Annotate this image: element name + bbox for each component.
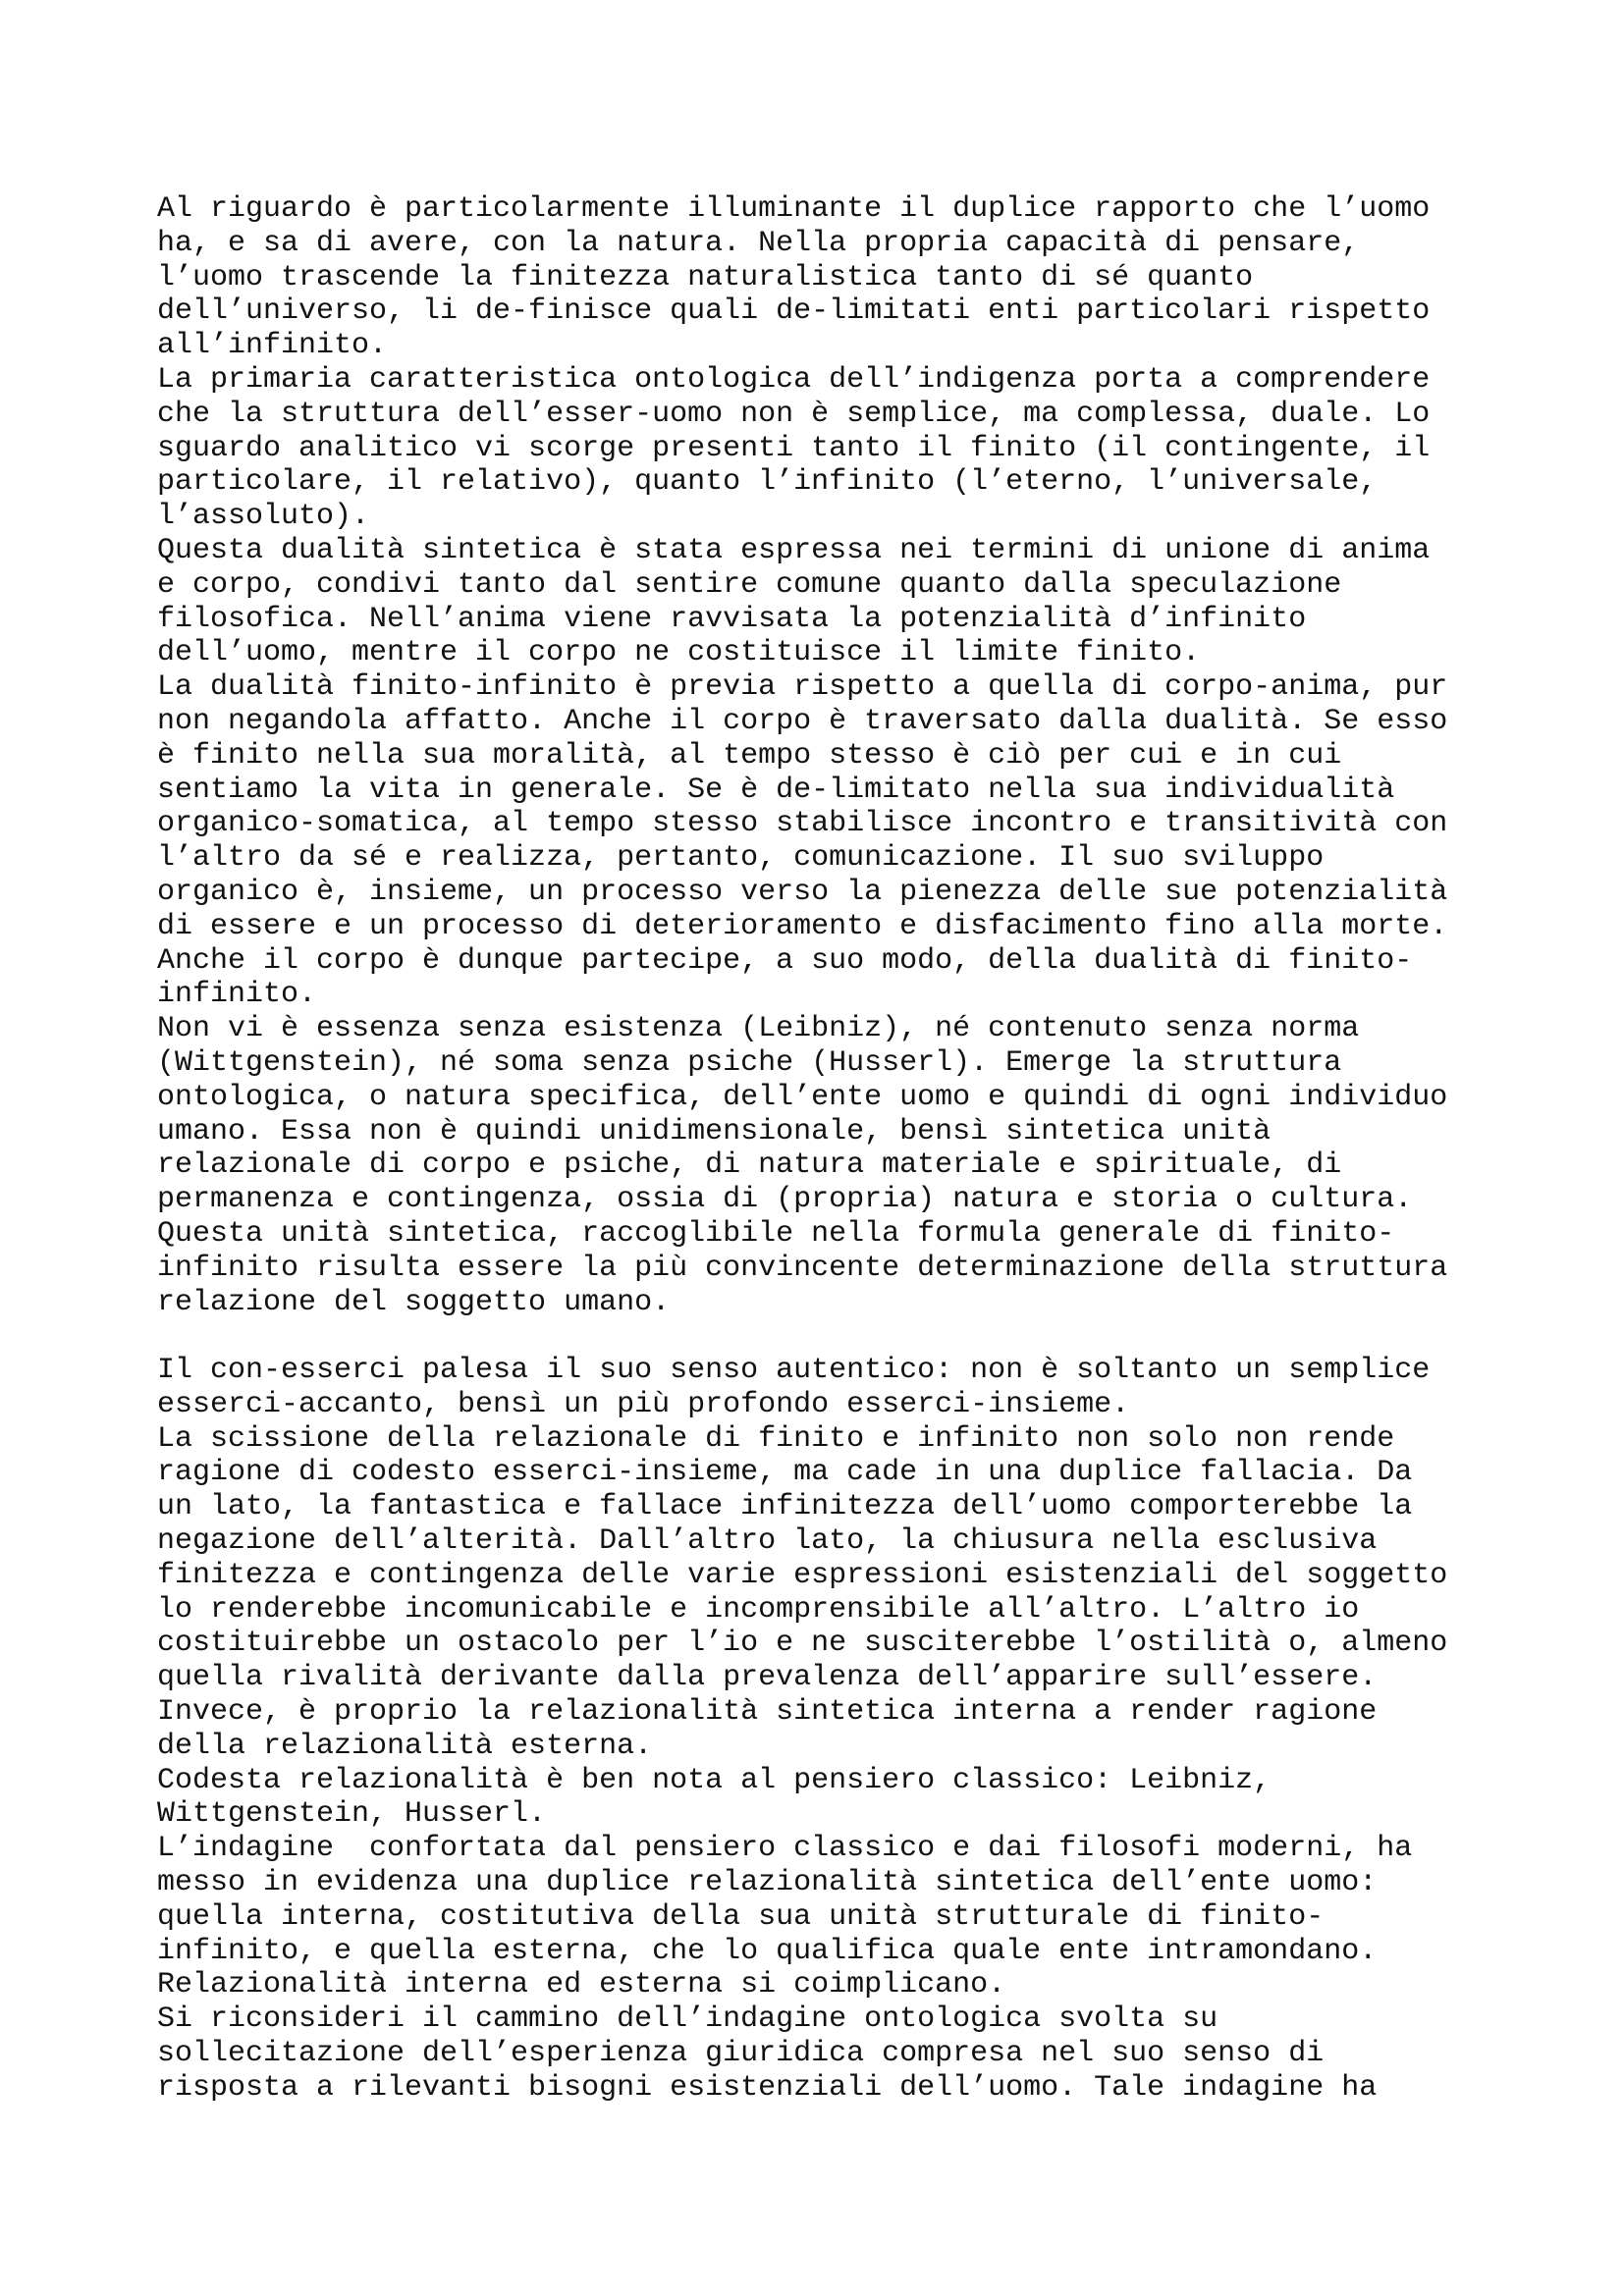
text-line: infinito, e quella esterna, che lo qualifica quale ente intramondano.: [157, 1934, 1378, 1968]
text-line: risposta a rilevanti bisogni esistenziali dell’uomo. Tale indagine ha: [157, 2070, 1378, 2105]
text-line: esserci-accanto, bensì un più profondo esserci-insieme.: [157, 1387, 1130, 1421]
text-line: l’uomo trascende la finitezza naturalistica tanto di sé quanto: [157, 260, 1254, 294]
text-line: ragione di codesto esserci-insieme, ma cade in una duplice fallacia. Da: [157, 1456, 1413, 1490]
text-line: quella interna, costitutiva della sua unità strutturale di finito-: [157, 1899, 1325, 1934]
text-line: Invece, è proprio la relazionalità sintetica interna a render ragione: [157, 1695, 1378, 1730]
text-line: Relazionalità interna ed esterna si coimplicano.: [157, 1968, 1006, 2002]
text-line: Codesta relazionalità è ben nota al pensiero classico: Leibniz,: [157, 1763, 1271, 1797]
text-line: sguardo analitico vi scorge presenti tanto il finito (il contingente, il: [157, 431, 1431, 465]
text-line: Il con-esserci palesa il suo senso autentico: non è soltanto un semplice: [157, 1354, 1431, 1388]
body-text: [157, 192, 1591, 2106]
text-line: messo in evidenza una duplice relazionalità sintetica dell’ente uomo:: [157, 1866, 1378, 1900]
text-line: negazione dell’alterità. Dall’altro lato, la chiusura nella esclusiva: [157, 1524, 1378, 1559]
text-line: Questa unità sintetica, raccoglibile nella formula generale di finito-: [157, 1216, 1395, 1251]
text-line: Al riguardo è particolarmente illuminante il duplice rapporto che l’uomo: [157, 192, 1431, 226]
text-line: umano. Essa non è quindi unidimensionale, bensì sintetica unità: [157, 1114, 1271, 1148]
text-line: L’indagine confortata dal pensiero classico e dai filosofi moderni, ha: [157, 1832, 1413, 1866]
text-line: filosofica. Nell’anima viene ravvisata la potenzialità d’infinito: [157, 602, 1307, 636]
text-line: La dualità finito-infinito è previa rispetto a quella di corpo-anima, pur: [157, 670, 1448, 705]
text-line: un lato, la fantastica e fallace infinitezza dell’uomo comporterebbe la: [157, 1490, 1413, 1524]
text-line: sollecitazione dell’esperienza giuridica compresa nel suo senso di: [157, 2037, 1325, 2071]
text-line: che la struttura dell’esser-uomo non è semplice, ma complessa, duale. Lo: [157, 397, 1431, 431]
text-line: Si riconsideri il cammino dell’indagine ontologica svolta su: [157, 2002, 1218, 2037]
text-line: l’assoluto).: [157, 500, 370, 534]
paragraph-spacer: [157, 1319, 1591, 1354]
text-line: e corpo, condivi tanto dal sentire comune quanto dalla speculazione: [157, 567, 1342, 602]
text-line: della relazionalità esterna.: [157, 1729, 653, 1763]
text-line: sentiamo la vita in generale. Se è de-limitato nella sua individualità: [157, 773, 1395, 807]
text-line: dell’universo, li de-finisce quali de-limitati enti particolari rispetto: [157, 294, 1431, 329]
text-line: lo renderebbe incomunicabile e incomprensibile all’altro. L’altro io: [157, 1592, 1360, 1627]
text-line: infinito risulta essere la più convincente determinazione della struttura: [157, 1251, 1448, 1285]
text-line: finitezza e contingenza delle varie espressioni esistenziali del soggetto: [157, 1558, 1448, 1592]
text-line: non negandola affatto. Anche il corpo è traversato dalla dualità. Se esso: [157, 704, 1448, 738]
text-line: di essere e un processo di deterioramento e disfacimento fino alla morte.: [157, 909, 1448, 943]
text-line: organico è, insieme, un processo verso la pienezza delle sue potenzialità: [157, 875, 1448, 909]
text-line: dell’uomo, mentre il corpo ne costituisce il limite finito.: [157, 636, 1201, 670]
text-line: Wittgenstein, Husserl.: [157, 1797, 547, 1832]
text-line: La scissione della relazionale di finito e infinito non solo non rende: [157, 1421, 1395, 1456]
text-line: relazione del soggetto umano.: [157, 1285, 671, 1319]
text-line: quella rivalità derivante dalla prevalenza dell’apparire sull’essere.: [157, 1661, 1378, 1695]
text-line: Questa dualità sintetica è stata espressa nei termini di unione di anima: [157, 533, 1431, 567]
text-line: (Wittgenstein), né soma senza psiche (Husserl). Emerge la struttura: [157, 1045, 1342, 1080]
text-line: costituirebbe un ostacolo per l’io e ne susciterebbe l’ostilità o, almeno: [157, 1627, 1448, 1661]
text-line: La primaria caratteristica ontologica dell’indigenza porta a comprendere: [157, 362, 1431, 397]
text-line: infinito.: [157, 978, 317, 1012]
text-line: l’altro da sé e realizza, pertanto, comunicazione. Il suo sviluppo: [157, 841, 1325, 876]
text-line: permanenza e contingenza, ossia di (propria) natura e storia o cultura.: [157, 1183, 1413, 1217]
text-line: organico-somatica, al tempo stesso stabilisce incontro e transitività con: [157, 807, 1448, 841]
text-line: ha, e sa di avere, con la natura. Nella propria capacità di pensare,: [157, 226, 1360, 260]
text-line: è finito nella sua moralità, al tempo stesso è ciò per cui e in cui: [157, 738, 1342, 773]
text-line: Non vi è essenza senza esistenza (Leibniz), né contenuto senza norma: [157, 1012, 1360, 1046]
text-line: all’infinito.: [157, 329, 388, 363]
text-line: Anche il corpo è dunque partecipe, a suo modo, della dualità di finito-: [157, 943, 1413, 978]
text-line: ontologica, o natura specifica, dell’ente uomo e quindi di ogni individuo: [157, 1080, 1448, 1114]
text-line: particolare, il relativo), quanto l’infinito (l’eterno, l’universale,: [157, 465, 1378, 500]
text-line: relazionale di corpo e psiche, di natura materiale e spirituale, di: [157, 1148, 1342, 1183]
